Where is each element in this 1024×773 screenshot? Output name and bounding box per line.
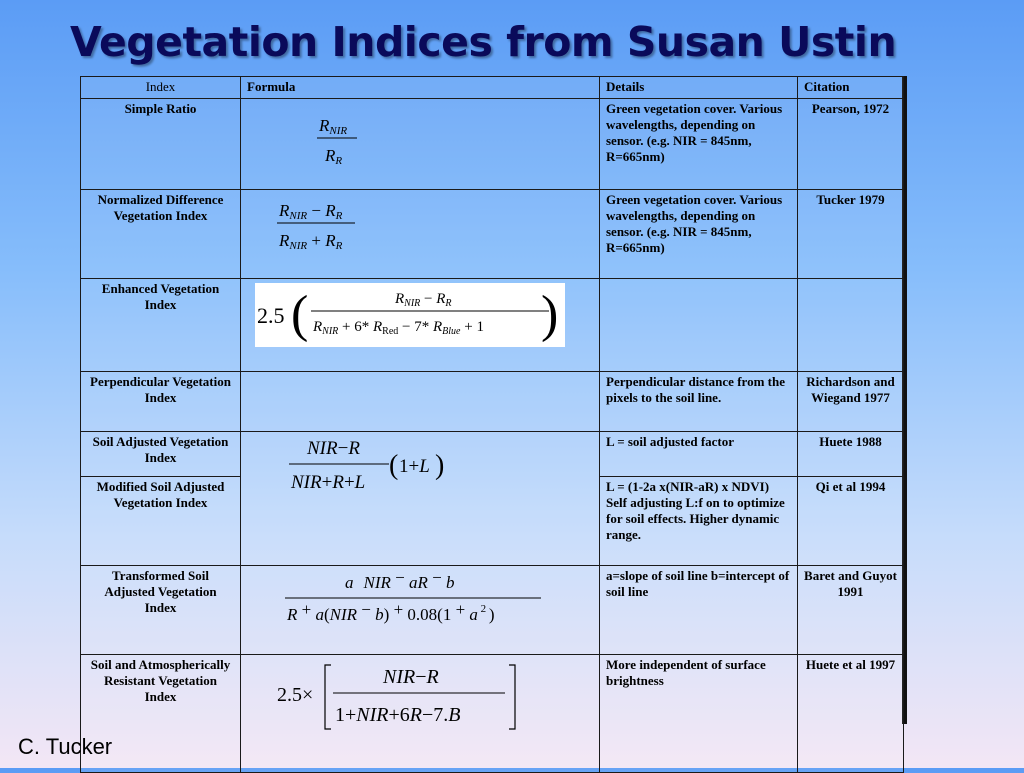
svg-text:(: ( <box>389 450 399 481</box>
svg-text:): ) <box>541 286 559 343</box>
details-text: More independent of surface brightness <box>600 655 798 773</box>
page-title: Vegetation Indices from Susan Ustin <box>70 18 897 66</box>
svg-text:2.5×: 2.5× <box>277 684 314 706</box>
header-citation: Citation <box>798 77 904 99</box>
formula-evi <box>241 279 600 372</box>
table-row <box>81 655 904 773</box>
table-row <box>81 432 904 477</box>
details-text <box>600 279 798 372</box>
formula-simple-ratio <box>241 99 600 190</box>
table-row <box>81 190 904 279</box>
table-row <box>81 372 904 432</box>
index-name: Enhanced Vegetation Index <box>81 279 241 372</box>
svg-text:1+NIR+6R−7.B: 1+NIR+6R−7.B <box>335 704 461 726</box>
table-header-row <box>81 77 904 99</box>
footer-credit: C. Tucker <box>18 734 113 759</box>
index-name: Modified Soil Adjusted Vegetation Index <box>81 477 241 566</box>
index-name: Perpendicular Vegetation Index <box>81 372 241 432</box>
citation-text: Huete 1988 <box>798 432 904 477</box>
details-text: a=slope of soil line b=intercept of soil line <box>600 566 798 655</box>
citation-text: Baret and Guyot 1991 <box>798 566 904 655</box>
formula-pvi <box>241 372 600 432</box>
svg-text:RNIR + 6* RRed − 7* RBlue + 1: $R_{NIR} + 6*$ $R_{Red} - 7*$ $R_{Blue} + 1$ <box>313 319 484 337</box>
index-name: Normalized Difference Vegetation Index <box>81 190 241 279</box>
svg-text:aNIR − aR − b: a NIR − aR − b <box>345 568 455 592</box>
formula-savi <box>241 432 600 566</box>
svg-text:NIR+R+L: NIR+R+L <box>291 472 366 493</box>
svg-text:RNIR − RR: RNIR − RR <box>279 201 343 222</box>
svg-text:RNIR: RNIR <box>319 116 348 137</box>
table-row <box>81 566 904 655</box>
details-text: L = soil adjusted factor <box>600 432 798 477</box>
index-name: Soil and Atmospherically Resistant Vegetation Index <box>81 655 241 773</box>
svg-text:NIR−R: NIR−R <box>383 666 439 688</box>
index-name: Soil Adjusted Vegetation Index <box>81 432 241 477</box>
citation-text: Richardson and Wiegand 1977 <box>798 372 904 432</box>
table-row <box>81 279 904 372</box>
svg-text:1+L: 1+L <box>399 456 430 477</box>
details-text: Perpendicular distance from the pixels to the soil line. <box>600 372 798 432</box>
svg-text:2.5: 2.5 <box>257 303 285 328</box>
svg-text:(: ( <box>291 286 309 343</box>
svg-text:NIR−R: NIR−R <box>307 438 360 459</box>
header-formula: Formula <box>241 77 600 99</box>
citation-text: Huete et al 1997 <box>798 655 904 773</box>
citation-text <box>798 279 904 372</box>
details-text: L = (1-2a x(NIR-aR) x NDVI) Self adjusting L:f on to optimize for soil effects. Higher dynamic range. <box>600 477 798 566</box>
svg-text:): ) <box>435 450 445 481</box>
formula-tsavi <box>241 566 600 655</box>
index-name: Simple Ratio <box>81 99 241 190</box>
header-details: Details <box>600 77 798 99</box>
citation-text: Pearson, 1972 <box>798 99 904 190</box>
svg-text:RNIR + RR: RNIR + RR <box>279 231 343 252</box>
header-index: Index <box>81 77 241 99</box>
formula-ndvi <box>241 190 600 279</box>
svg-text:R + a(NIR − b) + 0.08(1 + a 2: R + a(NIR − b) + 0.08(1 + a $^2$ ) <box>287 600 495 624</box>
svg-text:RNIR − RR: $R_{NIR} - R_R$ <box>395 291 452 309</box>
svg-text:RR: RR <box>325 146 343 167</box>
citation-text: Tucker 1979 <box>798 190 904 279</box>
citation-text: Qi et al 1994 <box>798 477 904 566</box>
formula-sarvi <box>241 655 600 773</box>
details-text: Green vegetation cover. Various wavelengths, depending on sensor. (e.g. NIR = 845nm, R=665nm) <box>600 99 798 190</box>
details-text: Green vegetation cover. Various wavelengths, depending on sensor. (e.g. NIR = 845nm, R=665nm) <box>600 190 798 279</box>
table-row <box>81 99 904 190</box>
index-name: Transformed Soil Adjusted Vegetation Index <box>81 566 241 655</box>
indices-table <box>80 76 904 773</box>
